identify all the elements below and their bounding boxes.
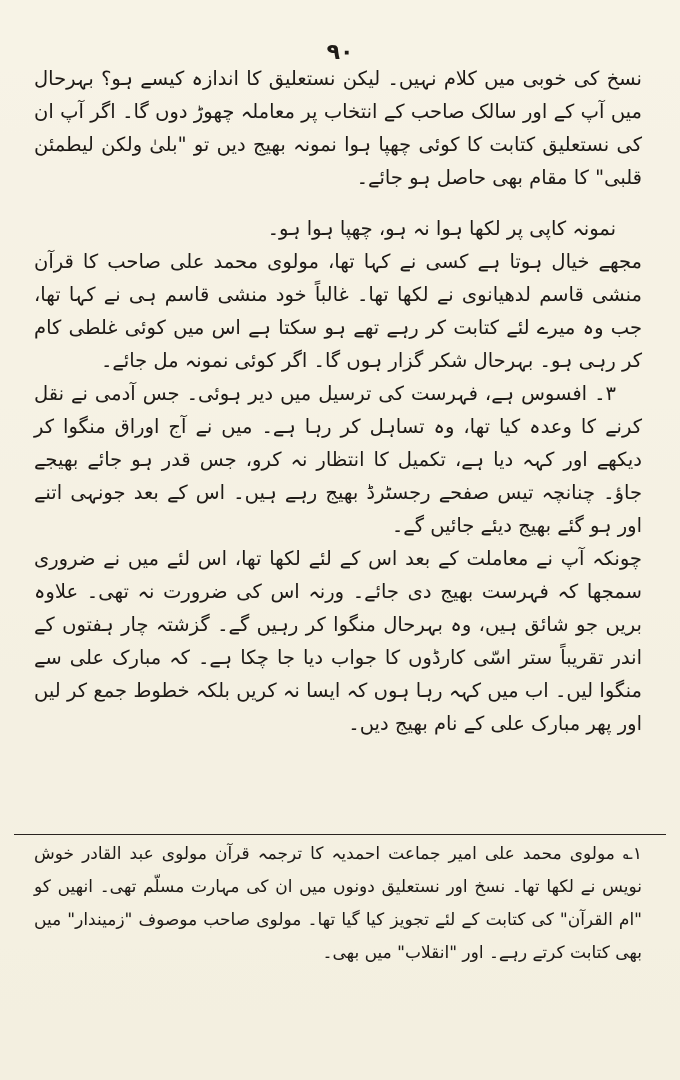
footnote-divider: [14, 834, 666, 835]
page-number: ۹۰: [326, 40, 354, 65]
footnote: ۱؎ مولوی محمد علی امیر جماعت احمدیہ کا ترجمہ قرآن مولوی عبد القادر خوش نویس نے لکھا تھا۔ نسخ اور نستعلیق دونوں میں ان کی مہارت مسلّم تھی۔ انھیں کو "ام القرآن" کی کتابت کے لئے تجویز کیا گیا تھا۔ مولوی صاحب موصوف "زمیندار" میں بھی کتابت کرتے رہے۔ اور "انقلاب" میں بھی۔: [34, 844, 642, 963]
paragraph-1: نسخ کی خوبی میں کلام نہیں۔ لیکن نستعلیق کا اندازہ کیسے ہو؟ بہرحال میں آپ کے اور سالک صاحب کے انتخاب پر معاملہ چھوڑ دوں گا۔ اگر آپ ان کی نستعلیق کتابت کا کوئی چھپا ہوا نمونہ بھیج دیں تو "بلیٰ ولکن لیطمئن قلبی" کا مقام بھی حاصل ہو جائے۔: [34, 67, 642, 189]
paragraph-4: ۳۔ افسوس ہے، فہرست کی ترسیل میں دیر ہوئی۔ جس آدمی نے نقل کرنے کا وعدہ کیا تھا، وہ تساہل کر رہا ہے۔ میں نے آج اوراق منگوا کر دیکھے اور کہہ دیا ہے، تکمیل کا انتظار نہ کرو، جس قدر ہو جائے بھیجے جاؤ۔ چنانچہ تیس صفحے رجسٹرڈ بھیج رہے ہیں۔ اس کے بعد جونہی اتنے اور ہو گئے بھیج دیئے جائیں گے۔: [34, 382, 642, 537]
paragraph-2: نمونہ کاپی پر لکھا ہوا نہ ہو، چھپا ہوا ہو۔: [267, 217, 616, 240]
letter-body: [34, 62, 642, 740]
paragraph-5: چونکہ آپ نے معاملت کے بعد اس کے لئے لکھا تھا، اس لئے میں نے ضروری سمجھا کہ فہرست بھیج دی جائے۔ ورنہ اس کی ضرورت نہ تھی۔ علاوہ بریں جو شائق ہیں، وہ بہرحال منگوا کر رہیں گے۔ گزشتہ چار ہفتوں کے اندر تقریباً ستر اسّی کارڈوں کا جواب دیا جا چکا ہے۔ کہ مبارک علی سے منگوا لیں۔ اب میں کہہ رہا ہوں کہ ایسا نہ کریں بلکہ خطوط جمع کر لیں اور پھر مبارک علی کے نام بھیج دیں۔: [34, 547, 642, 735]
paragraph-3: مجھے خیال ہوتا ہے کسی نے کہا تھا، مولوی محمد علی صاحب کا قرآن منشی قاسم لدھیانوی نے لکھا تھا۔ غالباً خود منشی قاسم ہی نے کہا تھا، جب وہ میرے لئے کتابت کر رہے تھے ہو سکتا ہے اس میں کوئی غلطی کام کر رہی ہو۔ بہرحال شکر گزار ہوں گا۔ اگر کوئی نمونہ مل جائے۔: [34, 250, 642, 372]
